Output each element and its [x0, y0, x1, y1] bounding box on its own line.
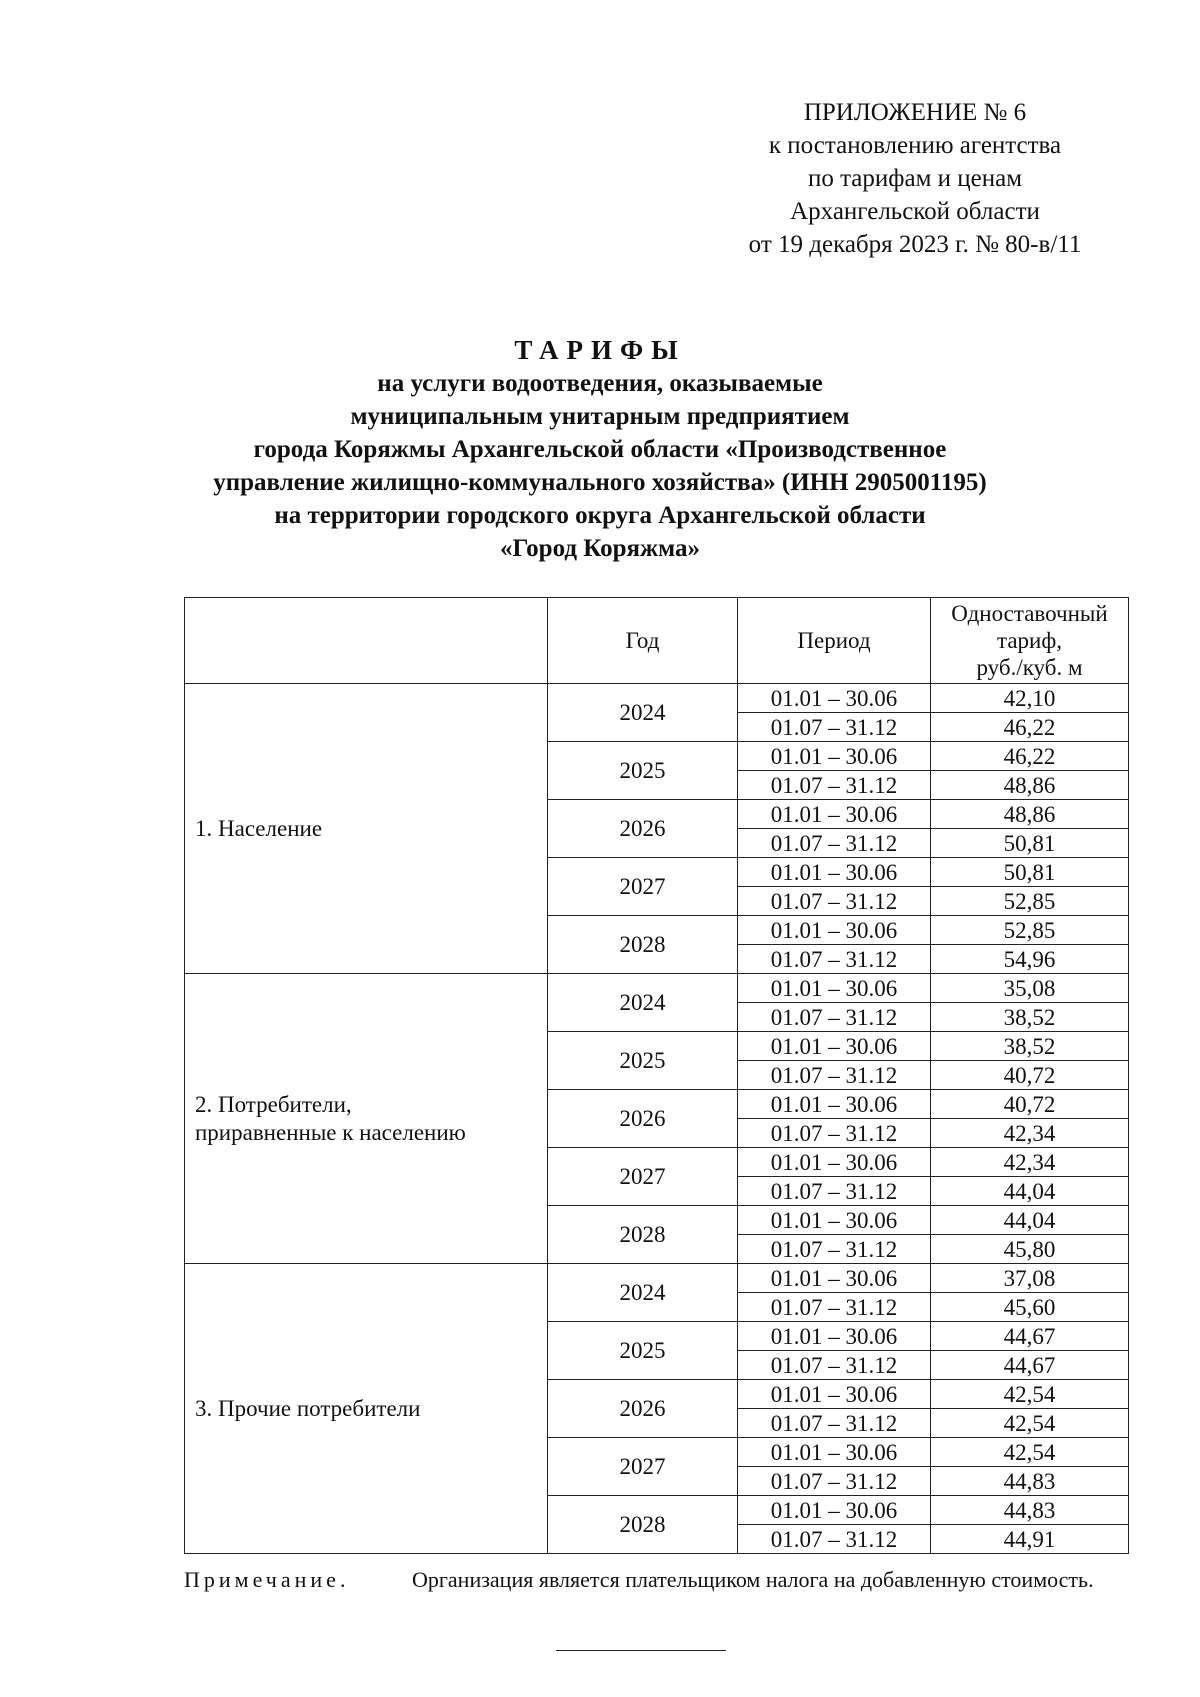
title-line: на услуги водоотведения, оказываемые	[377, 370, 823, 397]
document-title	[150, 334, 1050, 565]
period-cell: 01.07 – 31.12	[738, 1525, 931, 1554]
appendix-line: по тарифам и ценам	[807, 165, 1023, 192]
appendix-line: Архангельской области	[790, 198, 1040, 225]
title-line: управление жилищно-коммунального хозяйства» (ИНН 2905001195)	[213, 469, 987, 496]
year-cell: 2025	[548, 1322, 738, 1380]
tariff-cell: 44,67	[931, 1322, 1129, 1351]
table-row	[185, 684, 1129, 713]
category-cell	[185, 684, 548, 974]
note-label: Примечание.	[184, 1567, 350, 1592]
tariff-cell: 38,52	[931, 1003, 1129, 1032]
header-category	[185, 598, 548, 684]
tariff-cell: 44,91	[931, 1525, 1129, 1554]
year-cell: 2028	[548, 1206, 738, 1264]
period-cell: 01.07 – 31.12	[738, 1351, 931, 1380]
year-cell: 2024	[548, 974, 738, 1032]
header-tariff-line: тариф,	[996, 628, 1062, 653]
category-label: 1. Население	[195, 815, 323, 841]
title-line: муниципальным унитарным предприятием	[350, 403, 850, 430]
table-header-row	[185, 598, 1129, 684]
year-cell: 2027	[548, 1148, 738, 1206]
period-cell: 01.01 – 30.06	[738, 684, 931, 713]
period-cell: 01.01 – 30.06	[738, 858, 931, 887]
table-body	[185, 684, 1129, 1554]
category-cell	[185, 974, 548, 1264]
tariff-cell: 42,34	[931, 1148, 1129, 1177]
year-cell: 2024	[548, 684, 738, 742]
title-line: на территории городского округа Архангельской области	[274, 502, 926, 529]
tariff-cell: 42,54	[931, 1438, 1129, 1467]
title-heading: ТАРИФЫ	[514, 335, 686, 365]
note	[184, 1566, 1128, 1594]
period-cell: 01.01 – 30.06	[738, 1264, 931, 1293]
year-cell: 2028	[548, 1496, 738, 1554]
period-cell: 01.01 – 30.06	[738, 1206, 931, 1235]
tariff-cell: 40,72	[931, 1061, 1129, 1090]
tariff-cell: 46,22	[931, 713, 1129, 742]
table-row	[185, 1264, 1129, 1293]
tariff-cell: 40,72	[931, 1090, 1129, 1119]
appendix-reference	[690, 96, 1140, 261]
year-cell: 2026	[548, 1090, 738, 1148]
appendix-line: к постановлению агентства	[768, 132, 1062, 159]
tariff-cell: 52,85	[931, 916, 1129, 945]
period-cell: 01.07 – 31.12	[738, 887, 931, 916]
period-cell: 01.01 – 30.06	[738, 1496, 931, 1525]
period-cell: 01.07 – 31.12	[738, 1061, 931, 1090]
note-text: Организация является плательщиком налога на добавленную стоимость.	[412, 1567, 1094, 1592]
tariff-cell: 48,86	[931, 771, 1129, 800]
period-cell: 01.01 – 30.06	[738, 742, 931, 771]
tariff-cell: 44,04	[931, 1206, 1129, 1235]
tariff-cell: 46,22	[931, 742, 1129, 771]
header-tariff	[931, 598, 1129, 684]
period-cell: 01.07 – 31.12	[738, 1467, 931, 1496]
tariff-cell: 44,04	[931, 1177, 1129, 1206]
year-cell: 2027	[548, 858, 738, 916]
header-tariff-line: руб./куб. м	[976, 655, 1083, 680]
period-cell: 01.07 – 31.12	[738, 945, 931, 974]
year-cell: 2025	[548, 742, 738, 800]
period-cell: 01.07 – 31.12	[738, 1119, 931, 1148]
tariff-cell: 42,54	[931, 1380, 1129, 1409]
category-cell	[185, 1264, 548, 1554]
period-cell: 01.01 – 30.06	[738, 1380, 931, 1409]
appendix-number: ПРИЛОЖЕНИЕ № 6	[803, 99, 1027, 126]
tariff-cell: 45,80	[931, 1235, 1129, 1264]
period-cell: 01.07 – 31.12	[738, 1409, 931, 1438]
period-cell: 01.01 – 30.06	[738, 1032, 931, 1061]
period-cell: 01.07 – 31.12	[738, 1177, 931, 1206]
tariff-cell: 42,34	[931, 1119, 1129, 1148]
header-period: Период	[738, 598, 931, 684]
header-tariff-line: Одноставочный	[951, 601, 1108, 626]
period-cell: 01.01 – 30.06	[738, 1148, 931, 1177]
year-cell: 2028	[548, 916, 738, 974]
period-cell: 01.01 – 30.06	[738, 1438, 931, 1467]
category-label: 3. Прочие потребители	[195, 1395, 421, 1421]
year-cell: 2026	[548, 800, 738, 858]
tariff-cell: 45,60	[931, 1293, 1129, 1322]
tariff-cell: 44,83	[931, 1496, 1129, 1525]
year-cell: 2027	[548, 1438, 738, 1496]
tariff-cell: 44,67	[931, 1351, 1129, 1380]
period-cell: 01.01 – 30.06	[738, 800, 931, 829]
period-cell: 01.01 – 30.06	[738, 1090, 931, 1119]
year-cell: 2024	[548, 1264, 738, 1322]
period-cell: 01.07 – 31.12	[738, 1235, 931, 1264]
end-rule	[556, 1650, 726, 1651]
tariff-cell: 50,81	[931, 858, 1129, 887]
tariff-cell: 42,54	[931, 1409, 1129, 1438]
category-label: приравненные к населению	[195, 1119, 466, 1145]
tariff-cell: 37,08	[931, 1264, 1129, 1293]
tariff-cell: 52,85	[931, 887, 1129, 916]
period-cell: 01.07 – 31.12	[738, 771, 931, 800]
tariff-cell: 48,86	[931, 800, 1129, 829]
year-cell: 2025	[548, 1032, 738, 1090]
tariff-cell: 42,10	[931, 684, 1129, 713]
period-cell: 01.01 – 30.06	[738, 1322, 931, 1351]
title-line: города Коряжмы Архангельской области «Производственное	[253, 436, 947, 463]
year-cell: 2026	[548, 1380, 738, 1438]
tariff-cell: 50,81	[931, 829, 1129, 858]
tariff-table	[184, 597, 1129, 1554]
period-cell: 01.01 – 30.06	[738, 974, 931, 1003]
header-year: Год	[548, 598, 738, 684]
tariff-cell: 38,52	[931, 1032, 1129, 1061]
title-line: «Город Коряжма»	[499, 535, 701, 562]
tariff-cell: 54,96	[931, 945, 1129, 974]
appendix-date: от 19 декабря 2023 г. № 80-в/11	[748, 231, 1082, 258]
table-row	[185, 974, 1129, 1003]
tariff-cell: 44,83	[931, 1467, 1129, 1496]
period-cell: 01.07 – 31.12	[738, 1003, 931, 1032]
category-label: 2. Потребители,	[195, 1091, 352, 1117]
tariff-cell: 35,08	[931, 974, 1129, 1003]
period-cell: 01.07 – 31.12	[738, 829, 931, 858]
period-cell: 01.07 – 31.12	[738, 1293, 931, 1322]
period-cell: 01.07 – 31.12	[738, 713, 931, 742]
period-cell: 01.01 – 30.06	[738, 916, 931, 945]
